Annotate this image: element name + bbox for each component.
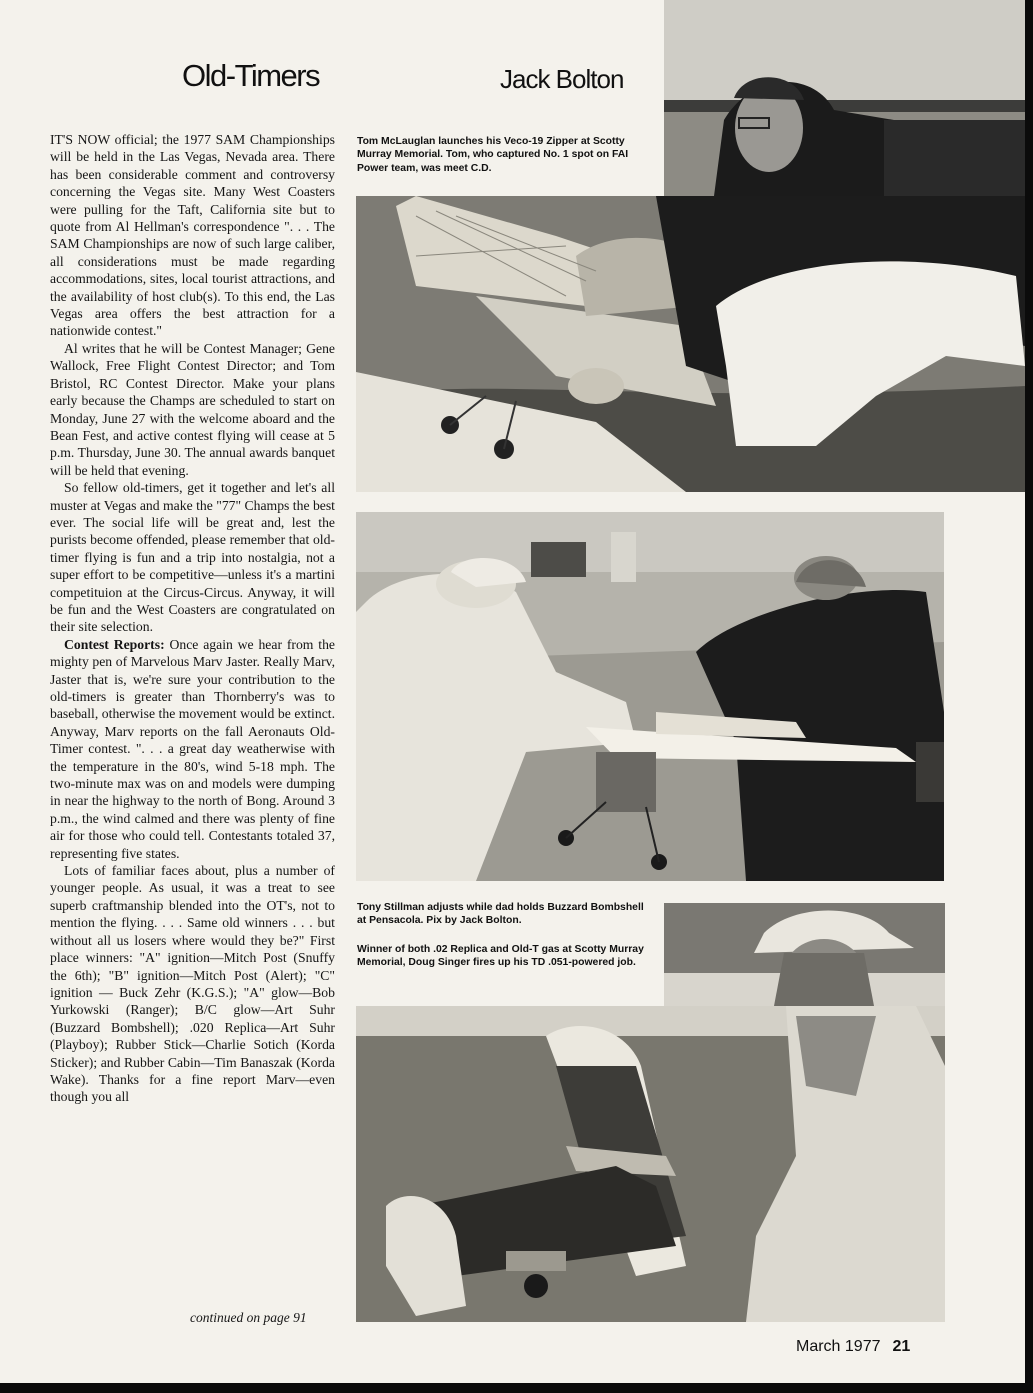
- section-label: Contest Reports:: [64, 636, 165, 652]
- photo-2: [356, 512, 944, 881]
- paragraph: Al writes that he will be Contest Manager; Gene Wallock, Free Flight Contest Director; and Tom Bristol, RC Contest Director. Make your plans early because the Champs are scheduled to start on Monday, June 27 with the welcome aboard and the Bean Fest, and active contest flying will cease at 5 p.m. Thursday, June 30. The annual awards banquet will be held that evening.: [50, 340, 335, 478]
- photo-3-caption: Winner of both .02 Replica and Old-T gas at Scotty Murray Memorial, Doug Singer fires up his TD .051-powered job.: [357, 944, 644, 969]
- page-number: 21: [892, 1338, 911, 1355]
- photo-3: [356, 1006, 945, 1322]
- column-title: Old-Timers: [182, 58, 320, 93]
- photo-2-caption: Tony Stillman adjusts while dad holds Buzzard Bombshell at Pensacola. Pix by Jack Bolton.: [357, 902, 644, 927]
- paragraph: So fellow old-timers, get it together and let's all muster at Vegas and make the "77" Champs the best ever. The social life will be great and, lest the purists become offended, please remember that old-timer flying is fun and a trip into nostalgia, not a super effort to be competitive—unless it's a martini competituion at the Circus-Circus. Anyway, it will be fun and the West Coasters are congratulated on their site selection.: [50, 480, 335, 635]
- article-body: [50, 131, 335, 1106]
- page-footer: [796, 1338, 910, 1356]
- paragraph: IT'S NOW official; the 1977 SAM Championships will be held in the Las Vegas, Nevada area. There has been considerable comment and controversy concerning the Vegas site. Many West Coasters were pulling for the Taft, California site but to quote from Al Hellman's correspondence ". . . The SAM Championships are now of such large caliber, all considerations must be made regarding accommodations, sites, local tourist attractions, and the availability of host club(s). To this end, the Las Vegas area offers the best attraction for a nationwide contest.": [50, 132, 335, 339]
- photo-1-top: [664, 0, 1025, 196]
- photo-3-top: [664, 903, 945, 1006]
- paragraph: [50, 636, 335, 862]
- issue-date: March 1977: [796, 1338, 881, 1355]
- photo-1-caption: Tom McLauglan launches his Veco-19 Zipper at Scotty Murray Memorial. Tom, who captured No. 1 spot on FAI Power team, was meet C.D.: [357, 136, 629, 174]
- paragraph-text: Once again we hear from the mighty pen of Marvelous Marv Jaster. Really Marv, Jaster that is, we're sure your contribution to the old-timers is greater than Thornberry's was to baseball, otherwise the movement would be extinct. Anyway, Marv reports on the fall Aeronauts Old-Timer contest. ". . . a great day weatherwise with the temperature in the 80's, wind 5-18 mph. The two-minute max was on and models were dumping in near the highway to the north of Bong. Around 3 p.m., the wind calmed and there was plenty of fine air for those who could tell. Contestants totaled 37, representing five states.: [50, 636, 336, 861]
- paragraph: Lots of familiar faces about, plus a number of younger people. As usual, it was a treat to see superb craftmanship blended into the OT's, not to mention the flying. . . . Same old winners . . . but without all us losers where would they be?" First place winners: "A" ignition—Mitch Post (Snuffy the 6th); "B" ignition—Mitch Post (Alert); "C" ignition — Buck Zehr (K.G.S.); "A" glow—Bob Yurkowski (Ranger); B/C glow—Art Suhr (Buzzard Bombshell); .020 Replica—Art Suhr (Playboy); Rubber Stick—Charlie Sotich (Korda Sticker); and Rubber Cabin—Tim Banaszak (Korda Wake). Thanks for a fine report Marv—even though you all: [50, 863, 335, 1105]
- continued-note: continued on page 91: [190, 1310, 307, 1325]
- author-byline: Jack Bolton: [500, 64, 624, 94]
- photo-1: [356, 196, 1025, 492]
